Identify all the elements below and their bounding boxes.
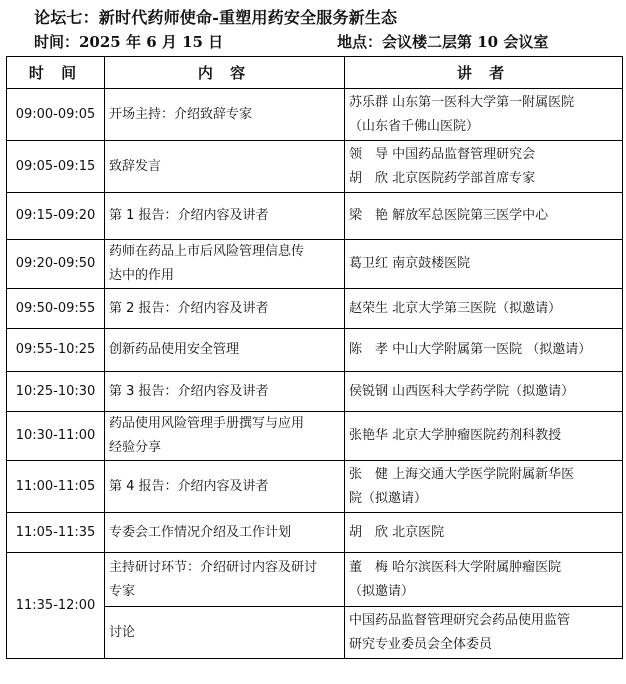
cell-text-line: 张艳华 北京大学肿瘤医院药剂科教授 <box>349 428 562 443</box>
cell-text-line: 创新药品使用安全管理 <box>109 342 240 357</box>
table-row <box>7 141 623 193</box>
cell-text-line: 达中的作用 <box>109 268 175 283</box>
time-cell: 09:05-09:15 <box>7 141 105 193</box>
cell-text-line: 葛卫红 南京鼓楼医院 <box>349 256 471 271</box>
cell-text-line: 主持研讨环节：介绍研讨内容及研讨 <box>109 559 318 575</box>
content-cell <box>105 289 345 329</box>
time-cell: 11:35-12:00 <box>7 553 105 659</box>
cell-text-line: 胡 欣 北京医院 <box>349 524 445 540</box>
column-header-speaker: 讲 者 <box>345 57 623 89</box>
time-cell: 10:25-10:30 <box>7 372 105 412</box>
cell-text-line: 第 1 报告：介绍内容及讲者 <box>109 208 269 223</box>
cell-text-line: 致辞发言 <box>109 158 162 174</box>
cell-text-line: 苏乐群 山东第一医科大学第一附属医院 <box>349 94 575 110</box>
cell-text-line: 中国药品监督管理研究会药品使用监管 <box>349 612 571 628</box>
table-row <box>7 412 623 461</box>
content-cell <box>105 329 345 372</box>
content-cell <box>105 553 345 607</box>
column-header-time: 时 间 <box>7 57 105 89</box>
time-cell: 09:20-09:50 <box>7 240 105 289</box>
cell-text-line: 讨论 <box>109 624 136 640</box>
table-row <box>7 513 623 553</box>
cell-text-line: 陈 孝 中山大学附属第一医院 （拟邀请） <box>349 342 592 357</box>
agenda-table <box>6 56 623 659</box>
cell-text-line: 经验分享 <box>109 440 162 455</box>
cell-text-line: 研究专业委员会全体委员 <box>349 636 493 652</box>
speaker-cell <box>345 461 623 513</box>
table-row <box>7 372 623 412</box>
forum-title: 论坛七：新时代药师使命-重塑用药安全服务新生态 <box>34 8 398 27</box>
column-header-content: 内 容 <box>105 57 345 89</box>
cell-text-line: 第 4 报告：介绍内容及讲者 <box>109 478 269 494</box>
time-cell: 11:00-11:05 <box>7 461 105 513</box>
cell-text-line: 第 2 报告：介绍内容及讲者 <box>109 300 269 316</box>
speaker-cell <box>345 289 623 329</box>
speaker-cell <box>345 141 623 193</box>
cell-text-line: 赵荣生 北京大学第三医院（拟邀请） <box>349 300 562 316</box>
cell-text-line: 第 3 报告：介绍内容及讲者 <box>109 383 269 399</box>
table-row <box>7 553 623 607</box>
speaker-cell <box>345 513 623 553</box>
meeting-location: 地点：会议楼二层第 10 会议室 <box>337 33 549 51</box>
cell-text-line: 领 导 中国药品监督管理研究会 <box>349 146 536 162</box>
table-row <box>7 289 623 329</box>
content-cell <box>105 607 345 659</box>
content-cell <box>105 240 345 289</box>
cell-text-line: （山东省千佛山医院） <box>349 118 480 134</box>
content-cell <box>105 412 345 461</box>
time-cell: 09:00-09:05 <box>7 89 105 141</box>
time-cell: 11:05-11:35 <box>7 513 105 553</box>
cell-text-line: 梁 艳 解放军总医院第三医学中心 <box>349 208 549 223</box>
speaker-cell <box>345 412 623 461</box>
cell-text-line: 专家 <box>109 583 136 599</box>
cell-text-line: （拟邀请） <box>349 583 415 599</box>
content-cell <box>105 372 345 412</box>
speaker-cell <box>345 240 623 289</box>
time-cell: 09:15-09:20 <box>7 193 105 240</box>
table-row <box>7 240 623 289</box>
table-row <box>7 193 623 240</box>
cell-text-line: 药师在药品上市后风险管理信息传 <box>109 244 305 259</box>
time-cell: 10:30-11:00 <box>7 412 105 461</box>
speaker-cell <box>345 89 623 141</box>
cell-text-line: 张 健 上海交通大学医学院附属新华医 <box>349 466 575 482</box>
cell-text-line: 院（拟邀请） <box>349 490 428 506</box>
speaker-cell <box>345 553 623 607</box>
content-cell <box>105 89 345 141</box>
content-cell <box>105 461 345 513</box>
cell-text-line: 侯锐钢 山西医科大学药学院（拟邀请） <box>349 383 575 399</box>
speaker-cell <box>345 193 623 240</box>
cell-text-line: 董 梅 哈尔滨医科大学附属肿瘤医院 <box>349 559 562 575</box>
cell-text-line: 胡 欣 北京医院药学部首席专家 <box>349 170 536 186</box>
time-cell: 09:50-09:55 <box>7 289 105 329</box>
table-header-row <box>7 57 623 89</box>
speaker-cell <box>345 329 623 372</box>
content-cell <box>105 193 345 240</box>
meeting-time: 时间：2025 年 6 月 15 日 <box>34 33 224 51</box>
table-row <box>7 329 623 372</box>
agenda-body <box>7 89 623 659</box>
content-cell <box>105 141 345 193</box>
content-cell <box>105 513 345 553</box>
table-row <box>7 89 623 141</box>
cell-text-line: 开场主持：介绍致辞专家 <box>109 106 253 122</box>
table-row <box>7 461 623 513</box>
speaker-cell <box>345 372 623 412</box>
cell-text-line: 专委会工作情况介绍及工作计划 <box>109 524 292 540</box>
cell-text-line: 药品使用风险管理手册撰写与应用 <box>109 416 305 431</box>
time-cell: 09:55-10:25 <box>7 329 105 372</box>
speaker-cell <box>345 607 623 659</box>
